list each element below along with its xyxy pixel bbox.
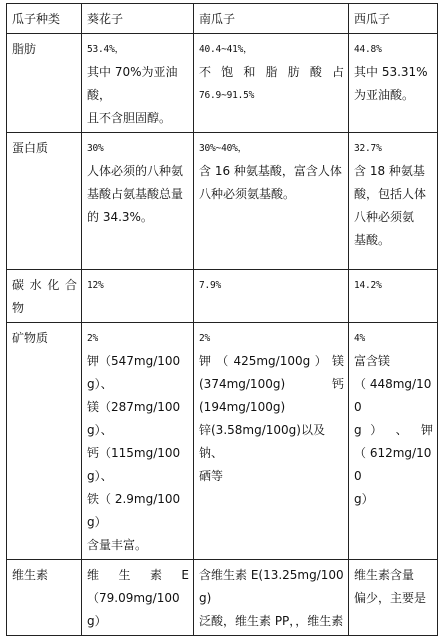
table-header-row bbox=[7, 4, 438, 34]
cell-line: (374mg/100g) 钙 bbox=[199, 377, 344, 391]
cell-line: 维 生 素 E bbox=[87, 568, 189, 582]
cell-line: 钾（547mg/100g）、 bbox=[87, 354, 181, 391]
cell-line: 40.4~41%， bbox=[199, 44, 253, 55]
cell-line: 30% bbox=[87, 143, 104, 154]
cell-line: 30%~40%， bbox=[199, 143, 247, 154]
cell-line: 不 饱 和 脂 肪 酸 占 bbox=[199, 65, 344, 79]
cell-watermelon-carbohydrate bbox=[349, 270, 438, 323]
cell-line: 富含镁 bbox=[354, 354, 391, 368]
cell-line: 53.4%， bbox=[87, 44, 124, 55]
cell-pumpkin-protein bbox=[194, 133, 349, 270]
cell-line: 且不含胆固醇。 bbox=[87, 111, 172, 125]
cell-line: （79.09mg/100g） bbox=[87, 591, 180, 628]
header-sunflower-seed: 葵花子 bbox=[82, 4, 194, 34]
cell-line: 八种必须氨 bbox=[354, 210, 415, 224]
cell-line: 镁（287mg/100g）、 bbox=[87, 400, 181, 437]
cell-line: (194mg/100g) bbox=[199, 400, 286, 414]
cell-line: 的 34.3%。 bbox=[87, 210, 153, 224]
cell-pumpkin-minerals bbox=[194, 323, 349, 560]
cell-line: 基酸占氨基酸总量 bbox=[87, 187, 184, 201]
table-row-minerals bbox=[7, 323, 438, 560]
cell-line: 人体必须的八种氨 bbox=[87, 164, 184, 178]
melon-seed-nutrition-table bbox=[6, 3, 438, 636]
cell-line: 铁（ 2.9mg/100g） bbox=[87, 492, 181, 529]
cell-watermelon-vitamins bbox=[349, 560, 438, 636]
cell-line: 其中 70%为亚油酸， bbox=[87, 65, 178, 102]
header-watermelon-seed: 西瓜子 bbox=[349, 4, 438, 34]
cell-line: 维生素含量 bbox=[354, 568, 415, 582]
cell-line: （ 448mg/100 bbox=[354, 377, 432, 414]
cell-sunflower-carbohydrate bbox=[82, 270, 194, 323]
row-label-protein: 蛋白质 bbox=[7, 133, 82, 270]
row-label-vitamins: 维生素 bbox=[7, 560, 82, 636]
cell-line: 锌(3.58mg/100g)以及钠、 bbox=[199, 423, 325, 460]
cell-line: 含 16 种氨基酸，富含人体 bbox=[199, 164, 342, 178]
cell-line: g ） 、 钾 bbox=[354, 423, 433, 437]
header-seed-type: 瓜子种类 bbox=[7, 4, 82, 34]
cell-line: 泛酸，维生素 PP，，维生素 bbox=[199, 614, 344, 628]
cell-watermelon-fat bbox=[349, 34, 438, 133]
cell-line: 2% bbox=[87, 333, 99, 344]
row-label-carbohydrate bbox=[7, 270, 82, 323]
table-row-protein bbox=[7, 133, 438, 270]
cell-watermelon-protein bbox=[349, 133, 438, 270]
cell-sunflower-vitamins bbox=[82, 560, 194, 636]
cell-line: （ 612mg/100 bbox=[354, 446, 432, 483]
cell-pumpkin-fat bbox=[194, 34, 349, 133]
cell-sunflower-fat bbox=[82, 34, 194, 133]
cell-watermelon-minerals bbox=[349, 323, 438, 560]
cell-line: 32.7% bbox=[354, 143, 382, 154]
cell-line: 其中 53.31% bbox=[354, 65, 428, 79]
cell-line: 八种必须氨基酸。 bbox=[199, 187, 296, 201]
table-row-vitamins bbox=[7, 560, 438, 636]
cell-pumpkin-vitamins bbox=[194, 560, 349, 636]
cell-sunflower-minerals bbox=[82, 323, 194, 560]
table-row-fat bbox=[7, 34, 438, 133]
cell-line: 含量丰富。 bbox=[87, 538, 148, 552]
cell-line: 钙（115mg/100g）、 bbox=[87, 446, 181, 483]
cell-line: 钾 （ 425mg/100g ） 镁 bbox=[199, 354, 344, 368]
cell-sunflower-protein bbox=[82, 133, 194, 270]
cell-line: 酸，包括人体 bbox=[354, 187, 427, 201]
cell-line: 碳 水 化 合 bbox=[12, 278, 77, 292]
cell-line: 76.9~91.5% bbox=[199, 90, 255, 101]
cell-line: g） bbox=[354, 492, 374, 506]
cell-line: 7.9% bbox=[199, 280, 222, 291]
cell-line: 含维生素 E(13.25mg/100g) bbox=[199, 568, 344, 605]
cell-line: 4% bbox=[354, 333, 366, 344]
cell-line: 硒等 bbox=[199, 469, 224, 483]
row-label-fat: 脂肪 bbox=[7, 34, 82, 133]
cell-line: 含 18 种氨基 bbox=[354, 164, 425, 178]
cell-line: 基酸。 bbox=[354, 233, 391, 247]
cell-pumpkin-carbohydrate bbox=[194, 270, 349, 323]
cell-line: 12% bbox=[87, 280, 104, 291]
cell-line: 44.8% bbox=[354, 44, 382, 55]
table-row-carbohydrate bbox=[7, 270, 438, 323]
cell-line: 偏少，主要是 bbox=[354, 591, 427, 605]
row-label-minerals: 矿物质 bbox=[7, 323, 82, 560]
cell-line: 2% bbox=[199, 333, 211, 344]
cell-line: 物 bbox=[12, 301, 25, 315]
header-pumpkin-seed: 南瓜子 bbox=[194, 4, 349, 34]
cell-line: 为亚油酸。 bbox=[354, 88, 415, 102]
cell-line: 14.2% bbox=[354, 280, 382, 291]
